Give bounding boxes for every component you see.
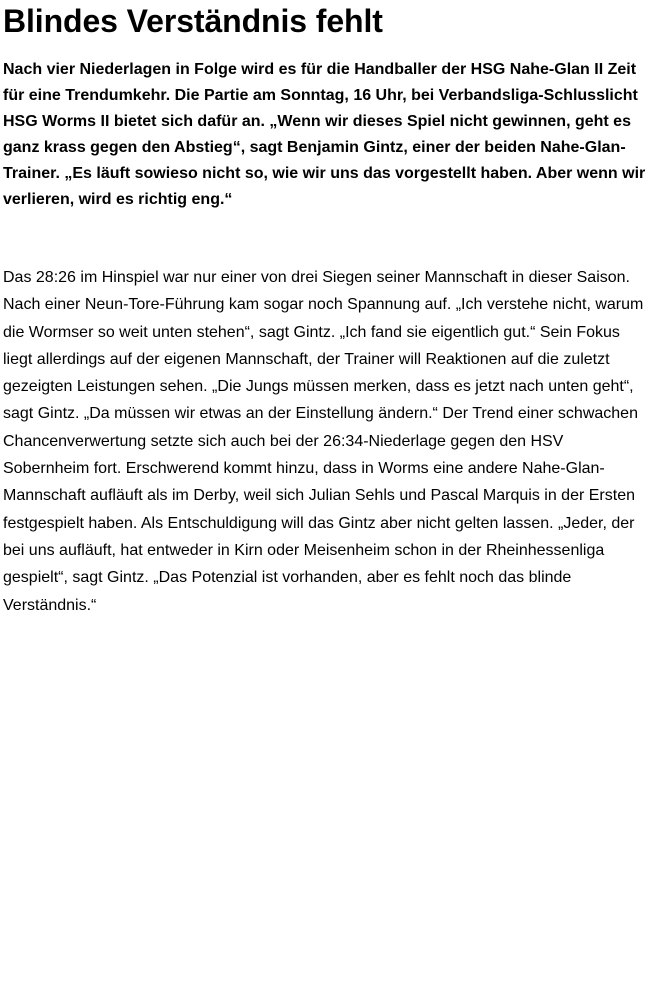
- article: [3, 0, 646, 619]
- article-body: Das 28:26 im Hinspiel war nur einer von drei Siegen seiner Mannschaft in dieser Saison. Nach einer Neun-Tore-Führung kam sogar noch Spannung auf. „Ich verstehe nicht, warum die Wormser so weit unten stehen“, sagt Gintz. „Ich fand sie eigentlich gut.“ Sein Fokus liegt allerdings auf der eigenen Mannschaft, der Trainer will Reaktionen auf die zuletzt gezeigten Leistungen sehen. „Die Jungs müssen merken, dass es jetzt nach unten geht“, sagt Gintz. „Da müssen wir etwas an der Einstellung ändern.“ Der Trend einer schwachen Chancenverwertung setzte sich auch bei der 26:34-Niederlage gegen den HSV Sobernheim fort. Erschwerend kommt hinzu, dass in Worms eine andere Nahe-Glan-Mannschaft aufläuft als im Derby, weil sich Julian Sehls und Pascal Marquis in der Ersten festgespielt haben. Als Entschuldigung will das Gintz aber nicht gelten lassen. „Jeder, der bei uns aufläuft, hat entweder in Kirn oder Meisenheim schon in der Rheinhessenliga gespielt“, sagt Gintz. „Das Potenzial ist vorhanden, aber es fehlt noch das blinde Verständnis.“: [3, 269, 644, 614]
- article-lead: Nach vier Niederlagen in Folge wird es für die Handballer der HSG Nahe-Glan II Zeit für eine Trendumkehr. Die Partie am Sonntag, 16 Uhr, bei Verbandsliga-Schlusslicht HSG Worms II bietet sich dafür an. „Wenn wir dieses Spiel nicht gewinnen, geht es ganz krass gegen den Abstieg“, sagt Benjamin Gintz, einer der beiden Nahe-Glan-Trainer. „Es läuft sowieso nicht so, wie wir uns das vorgestellt haben. Aber wenn wir verlieren, wird es richtig eng.“: [3, 61, 646, 208]
- article-headline: Blindes Verständnis fehlt: [3, 3, 383, 39]
